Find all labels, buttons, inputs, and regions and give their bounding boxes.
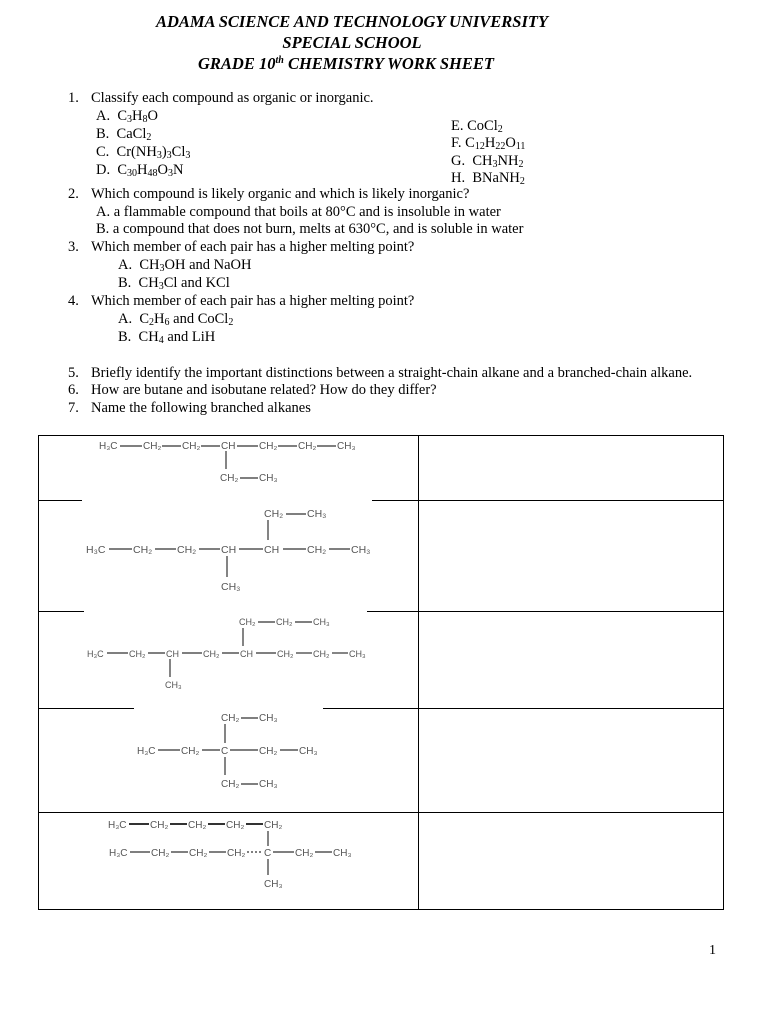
s5-top-ch2-d: CH₂ xyxy=(264,820,283,831)
s1-ch2-c: CH₂ xyxy=(259,441,278,452)
s4-ch2-b: CH₂ xyxy=(259,746,278,757)
q2-option-a: A. a flammable compound that boils at 80°C and is insoluble in water xyxy=(96,204,501,220)
q2-number: 2. xyxy=(68,186,79,202)
s5-top-ch2-a: CH₂ xyxy=(150,820,169,831)
q1-text: Classify each compound as organic or inorganic. xyxy=(91,90,374,106)
q1-option-g: G. $CH_3NH_2$ xyxy=(451,153,524,170)
s1-ch2-d: CH₂ xyxy=(298,441,317,452)
s5-top-ch2-b: CH₂ xyxy=(188,820,207,831)
q2-text: Which compound is likely organic and which is likely inorganic? xyxy=(91,186,470,202)
q3-number: 3. xyxy=(68,239,79,255)
s2-h3c: H₃C xyxy=(86,544,106,556)
s3-top-ch2-b: CH₂ xyxy=(276,617,293,627)
s2-ch-a: CH xyxy=(221,544,237,556)
s4-c: C xyxy=(221,746,229,757)
s5-ch2-a: CH₂ xyxy=(151,848,170,859)
s1-branch-ch2: CH₂ xyxy=(220,473,239,484)
q3-a-letter: A. xyxy=(118,257,133,273)
q4-a-letter: A. xyxy=(118,311,133,327)
school-subtitle: SPECIAL SCHOOL xyxy=(282,33,422,52)
s5-h3c: H₃C xyxy=(109,848,128,859)
s2-ch2-b: CH₂ xyxy=(177,544,197,556)
q3-b-letter: B. xyxy=(118,275,132,291)
q1-a-letter: A. xyxy=(96,108,111,124)
s3-ch-b: CH xyxy=(240,649,253,659)
q1-option-h: H. BNaNH$_2$ xyxy=(451,170,525,187)
worksheet-title-rest: CHEMISTRY WORK SHEET xyxy=(283,54,494,73)
s1-h3c: H₃C xyxy=(99,441,118,452)
structure-2 xyxy=(86,508,370,593)
structure-5 xyxy=(108,820,352,890)
s3-ch-a: CH xyxy=(166,649,179,659)
q1-option-c: C. $Cr(NH_3)_3Cl_3$ xyxy=(96,144,191,161)
q1-f-letter: F. xyxy=(451,135,462,151)
s5-top-h3c: H₃C xyxy=(108,820,127,831)
q1-number: 1. xyxy=(68,90,79,106)
s2-ch-b: CH xyxy=(264,544,280,556)
q7-text: Name the following branched alkanes xyxy=(91,400,311,416)
q5-text: Briefly identify the important distinctions between a straight-chain alkane and a branched-chain alkane. xyxy=(91,365,693,381)
s5-ch3: CH₃ xyxy=(333,848,352,859)
q1-option-f: F. $C_{12}H_{22}O_{11}$ xyxy=(451,135,526,152)
s1-ch2-a: CH₂ xyxy=(143,441,162,452)
s4-h3c: H₃C xyxy=(137,746,156,757)
s3-ch2-b: CH₂ xyxy=(203,649,220,659)
q4-number: 4. xyxy=(68,293,79,309)
s2-bottom-ch3: CH₃ xyxy=(221,581,241,593)
school-title: ADAMA SCIENCE AND TECHNOLOGY UNIVERSITY xyxy=(155,12,549,31)
structure-4 xyxy=(137,713,318,790)
q1-h-letter: H. xyxy=(451,170,466,186)
s4-bottom-ch3: CH₃ xyxy=(259,779,278,790)
s4-top-ch3: CH₃ xyxy=(259,713,278,724)
s3-bottom-ch3: CH₃ xyxy=(165,680,182,690)
q4-option-b: B. $CH_4$ and LiH xyxy=(118,329,216,346)
worksheet-title-grade: GRADE 10 xyxy=(198,54,276,73)
s3-ch2-d: CH₂ xyxy=(313,649,330,659)
s3-h3c: H₃C xyxy=(87,649,104,659)
s2-top-ch2: CH₂ xyxy=(264,508,284,520)
q1-c-letter: C. xyxy=(96,144,110,160)
q1-option-d: D. $C_{30}H_{48}O_3N$ xyxy=(96,162,184,179)
s4-ch3: CH₃ xyxy=(299,746,318,757)
s5-bottom-ch3: CH₃ xyxy=(264,879,283,890)
s3-top-ch3: CH₃ xyxy=(313,617,330,627)
q4-text: Which member of each pair has a higher melting point? xyxy=(91,293,415,309)
q6-text: How are butane and isobutane related? How do they differ? xyxy=(91,382,437,398)
s2-ch3: CH₃ xyxy=(351,544,371,556)
q1-g-letter: G. xyxy=(451,153,466,169)
worksheet-title-sup: th xyxy=(275,55,284,66)
s3-ch2-a: CH₂ xyxy=(129,649,146,659)
q3-option-b: B. $CH_3Cl$ and KCl xyxy=(118,275,230,292)
s4-bottom-ch2: CH₂ xyxy=(221,779,240,790)
s4-top-ch2: CH₂ xyxy=(221,713,240,724)
q1-b-letter: B. xyxy=(96,126,110,142)
s1-branch-ch3: CH₃ xyxy=(259,473,278,484)
s1-ch2-b: CH₂ xyxy=(182,441,201,452)
q6-number: 6. xyxy=(68,382,79,398)
s3-ch2-c: CH₂ xyxy=(277,649,294,659)
q3-option-a: A. $CH_3OH$ and NaOH xyxy=(118,257,252,274)
s3-top-ch2-a: CH₂ xyxy=(239,617,256,627)
q1-e-letter: E. xyxy=(451,118,464,134)
q4-b-letter: B. xyxy=(118,329,132,345)
s2-top-ch3: CH₃ xyxy=(307,508,327,520)
q7-number: 7. xyxy=(68,400,79,416)
s1-ch: CH xyxy=(221,441,236,452)
q2-option-b: B. a compound that does not burn, melts at 630°C, and is soluble in water xyxy=(96,221,524,237)
s5-c: C xyxy=(264,848,272,859)
s2-ch2-a: CH₂ xyxy=(133,544,153,556)
s5-ch2-c: CH₂ xyxy=(227,848,246,859)
q3-text: Which member of each pair has a higher melting point? xyxy=(91,239,415,255)
q1-option-a: A. $C_3H_8O$ xyxy=(96,108,158,125)
s1-ch3: CH₃ xyxy=(337,441,356,452)
s5-ch2-b: CH₂ xyxy=(189,848,208,859)
q4-option-a: A. $C_2H_6$ and CoCl$_2$ xyxy=(118,311,234,328)
q1-option-e: E. CoCl$_2$ xyxy=(451,118,503,135)
page-number: 1 xyxy=(709,943,716,958)
q5-number: 5. xyxy=(68,365,79,381)
structure-3 xyxy=(87,617,366,690)
s5-ch2-d: CH₂ xyxy=(295,848,314,859)
q1-option-b: B. CaCl$_2$ xyxy=(96,126,152,143)
s5-top-ch2-c: CH₂ xyxy=(226,820,245,831)
q1-d-letter: D. xyxy=(96,162,111,178)
s4-ch2-a: CH₂ xyxy=(181,746,200,757)
structure-1 xyxy=(99,441,356,484)
s3-ch3: CH₃ xyxy=(349,649,366,659)
s2-ch2-c: CH₂ xyxy=(307,544,327,556)
